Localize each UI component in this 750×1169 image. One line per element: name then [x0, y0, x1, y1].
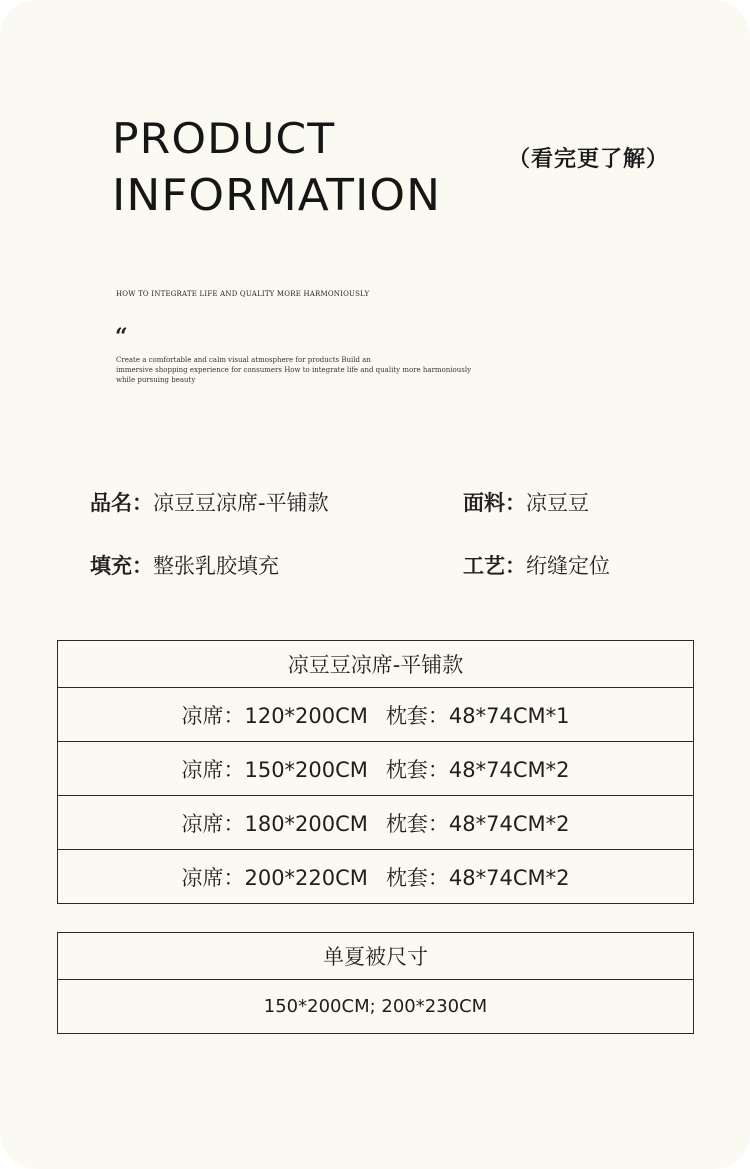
info-filling-key: 填充：: [90, 554, 153, 578]
pillow-size: 枕套：48*74CM*2: [385, 811, 570, 836]
tagline: HOW TO INTEGRATE LIFE AND QUALITY MORE HARMONIOUSLY: [116, 290, 370, 298]
table-row: [58, 796, 694, 850]
info-fabric-key: 面料：: [463, 491, 526, 515]
size-table-title: 凉豆豆凉席-平铺款: [58, 641, 694, 688]
info-name: [90, 487, 329, 517]
table-row: [58, 688, 694, 742]
quilt-table-title: 单夏被尺寸: [58, 933, 694, 980]
mat-size: 凉席：180*200CM: [181, 811, 368, 836]
info-name-value: 凉豆豆凉席-平铺款: [153, 491, 329, 515]
info-craft: [463, 550, 610, 580]
description-line: immersive shopping experience for consumers How to integrate life and quality more harmoniously: [116, 366, 472, 374]
info-craft-value: 绗缝定位: [526, 554, 610, 578]
title-product: PRODUCT: [112, 114, 336, 163]
description-line: while pursuing beauty: [116, 376, 196, 384]
pillow-size: 枕套：48*74CM*2: [385, 757, 570, 782]
mat-size: 凉席：120*200CM: [181, 703, 368, 728]
info-fabric-value: 凉豆豆: [526, 491, 589, 515]
pillow-size: 枕套：48*74CM*2: [385, 865, 570, 890]
quote-mark-icon: “: [115, 324, 128, 350]
description-line: Create a comfortable and calm visual atmosphere for products Build an: [116, 356, 371, 364]
info-craft-key: 工艺：: [463, 554, 526, 578]
info-filling-value: 整张乳胶填充: [153, 554, 279, 578]
title-information: INFORMATION: [112, 170, 442, 221]
read-more-hint: （看完更了解）: [508, 147, 670, 172]
table-row: [58, 850, 694, 904]
quilt-table: [57, 932, 694, 1034]
mat-size: 凉席：200*220CM: [181, 865, 368, 890]
description: [116, 355, 496, 385]
quilt-size-value: 150*200CM; 200*230CM: [58, 980, 694, 1034]
size-table: [57, 640, 694, 904]
mat-size: 凉席：150*200CM: [181, 757, 368, 782]
table-row: [58, 742, 694, 796]
info-fabric: [463, 487, 589, 517]
info-filling: [90, 550, 279, 580]
pillow-size: 枕套：48*74CM*1: [385, 703, 570, 728]
info-name-key: 品名：: [90, 491, 153, 515]
